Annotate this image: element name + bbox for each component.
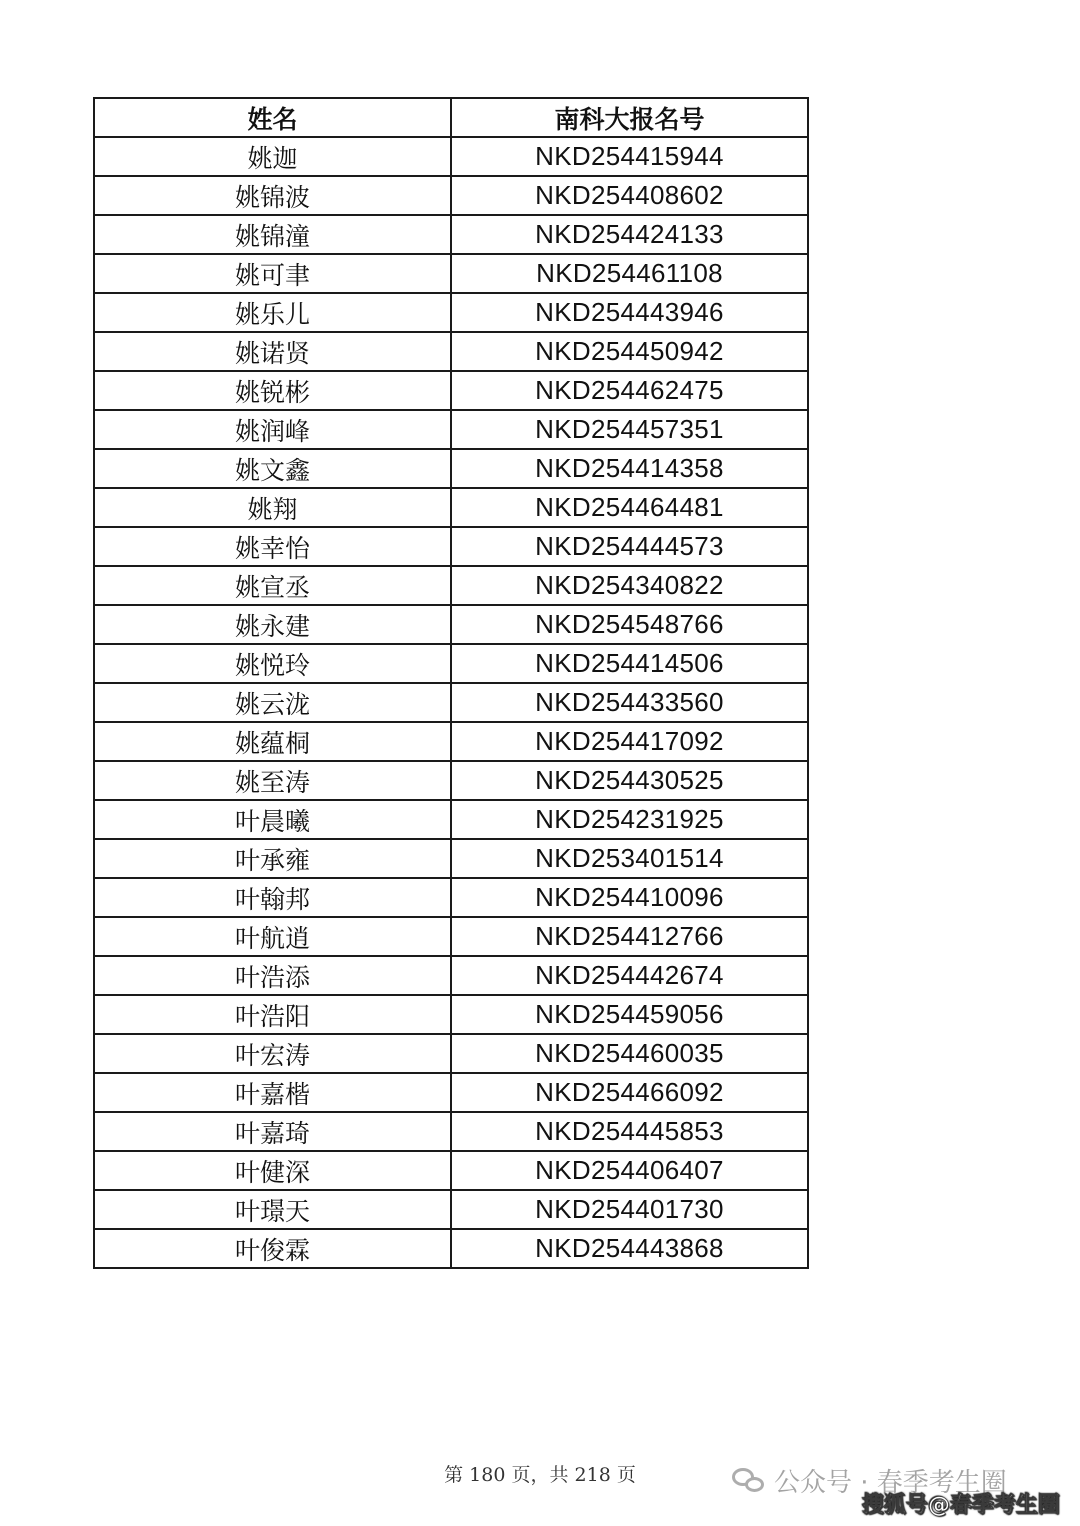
registration-id: NKD254464481 bbox=[451, 488, 808, 527]
table-row bbox=[94, 605, 808, 644]
registration-id: NKD254459056 bbox=[451, 995, 808, 1034]
student-name: 叶健深 bbox=[94, 1151, 451, 1190]
registration-id: NKD254430525 bbox=[451, 761, 808, 800]
registration-id: NKD254408602 bbox=[451, 176, 808, 215]
table-row bbox=[94, 527, 808, 566]
registration-id: NKD254417092 bbox=[451, 722, 808, 761]
page-number: 第 180 页，共 218 页 bbox=[444, 1464, 636, 1486]
registration-id: NKD254406407 bbox=[451, 1151, 808, 1190]
registration-id: NKD253401514 bbox=[451, 839, 808, 878]
student-name: 姚可聿 bbox=[94, 254, 451, 293]
sohu-watermark: 搜狐号@春季考生圈 bbox=[862, 1493, 1061, 1518]
student-name: 姚润峰 bbox=[94, 410, 451, 449]
student-name: 姚迦 bbox=[94, 137, 451, 176]
table-row bbox=[94, 800, 808, 839]
registration-id: NKD254443868 bbox=[451, 1229, 808, 1268]
student-name: 叶浩添 bbox=[94, 956, 451, 995]
student-name: 姚翔 bbox=[94, 488, 451, 527]
table-row bbox=[94, 254, 808, 293]
student-name: 叶俊霖 bbox=[94, 1229, 451, 1268]
student-name: 姚锐彬 bbox=[94, 371, 451, 410]
student-name: 叶嘉楷 bbox=[94, 1073, 451, 1112]
table-row bbox=[94, 956, 808, 995]
student-name: 姚至涛 bbox=[94, 761, 451, 800]
header-name: 姓名 bbox=[94, 98, 451, 137]
header-row bbox=[94, 98, 808, 137]
student-name: 姚幸怡 bbox=[94, 527, 451, 566]
roster-body bbox=[94, 137, 808, 1268]
registration-id: NKD254412766 bbox=[451, 917, 808, 956]
table-row bbox=[94, 683, 808, 722]
wechat-icon bbox=[732, 1468, 766, 1494]
registration-id: NKD254460035 bbox=[451, 1034, 808, 1073]
registration-id: NKD254433560 bbox=[451, 683, 808, 722]
wechat-watermark-text: 公众号 · 春季考生圈 bbox=[774, 1468, 1007, 1498]
table-row bbox=[94, 293, 808, 332]
registration-id: NKD254450942 bbox=[451, 332, 808, 371]
student-name: 叶晨曦 bbox=[94, 800, 451, 839]
registration-id: NKD254443946 bbox=[451, 293, 808, 332]
registration-id: NKD254461108 bbox=[451, 254, 808, 293]
table-row bbox=[94, 332, 808, 371]
student-name: 叶浩阳 bbox=[94, 995, 451, 1034]
registration-id: NKD254444573 bbox=[451, 527, 808, 566]
registration-id: NKD254445853 bbox=[451, 1112, 808, 1151]
table-row bbox=[94, 1073, 808, 1112]
student-name: 姚宣丞 bbox=[94, 566, 451, 605]
student-name: 叶航逍 bbox=[94, 917, 451, 956]
table-row bbox=[94, 1112, 808, 1151]
student-name: 叶承雍 bbox=[94, 839, 451, 878]
table-row bbox=[94, 995, 808, 1034]
student-name: 姚锦波 bbox=[94, 176, 451, 215]
registration-id: NKD254231925 bbox=[451, 800, 808, 839]
table-row bbox=[94, 1151, 808, 1190]
registration-id: NKD254414358 bbox=[451, 449, 808, 488]
registration-id: NKD254340822 bbox=[451, 566, 808, 605]
registration-id: NKD254457351 bbox=[451, 410, 808, 449]
student-name: 姚诺贤 bbox=[94, 332, 451, 371]
student-name: 叶嘉琦 bbox=[94, 1112, 451, 1151]
table-row bbox=[94, 1190, 808, 1229]
student-name: 姚文鑫 bbox=[94, 449, 451, 488]
table-row bbox=[94, 1034, 808, 1073]
student-name: 姚乐儿 bbox=[94, 293, 451, 332]
table-row bbox=[94, 410, 808, 449]
table-row bbox=[94, 878, 808, 917]
table-row bbox=[94, 1229, 808, 1268]
student-name: 姚永建 bbox=[94, 605, 451, 644]
table-row bbox=[94, 644, 808, 683]
registration-id: NKD254414506 bbox=[451, 644, 808, 683]
student-name: 姚蕴桐 bbox=[94, 722, 451, 761]
student-name: 姚悦玲 bbox=[94, 644, 451, 683]
table-row bbox=[94, 488, 808, 527]
registration-id: NKD254410096 bbox=[451, 878, 808, 917]
registration-id: NKD254466092 bbox=[451, 1073, 808, 1112]
table-row bbox=[94, 137, 808, 176]
registration-id: NKD254548766 bbox=[451, 605, 808, 644]
table-row bbox=[94, 449, 808, 488]
registration-id: NKD254424133 bbox=[451, 215, 808, 254]
header-registration-id: 南科大报名号 bbox=[451, 98, 808, 137]
table-row bbox=[94, 722, 808, 761]
table-row bbox=[94, 839, 808, 878]
registration-id: NKD254462475 bbox=[451, 371, 808, 410]
table-row bbox=[94, 215, 808, 254]
student-name: 叶翰邦 bbox=[94, 878, 451, 917]
table-row bbox=[94, 371, 808, 410]
table-row bbox=[94, 176, 808, 215]
registration-id: NKD254401730 bbox=[451, 1190, 808, 1229]
student-name: 叶宏涛 bbox=[94, 1034, 451, 1073]
registration-id: NKD254415944 bbox=[451, 137, 808, 176]
student-name: 姚云泷 bbox=[94, 683, 451, 722]
student-name: 叶璟天 bbox=[94, 1190, 451, 1229]
table-row bbox=[94, 761, 808, 800]
registration-id: NKD254442674 bbox=[451, 956, 808, 995]
table-row bbox=[94, 917, 808, 956]
student-name: 姚锦潼 bbox=[94, 215, 451, 254]
table-row bbox=[94, 566, 808, 605]
roster-table bbox=[93, 97, 809, 1269]
